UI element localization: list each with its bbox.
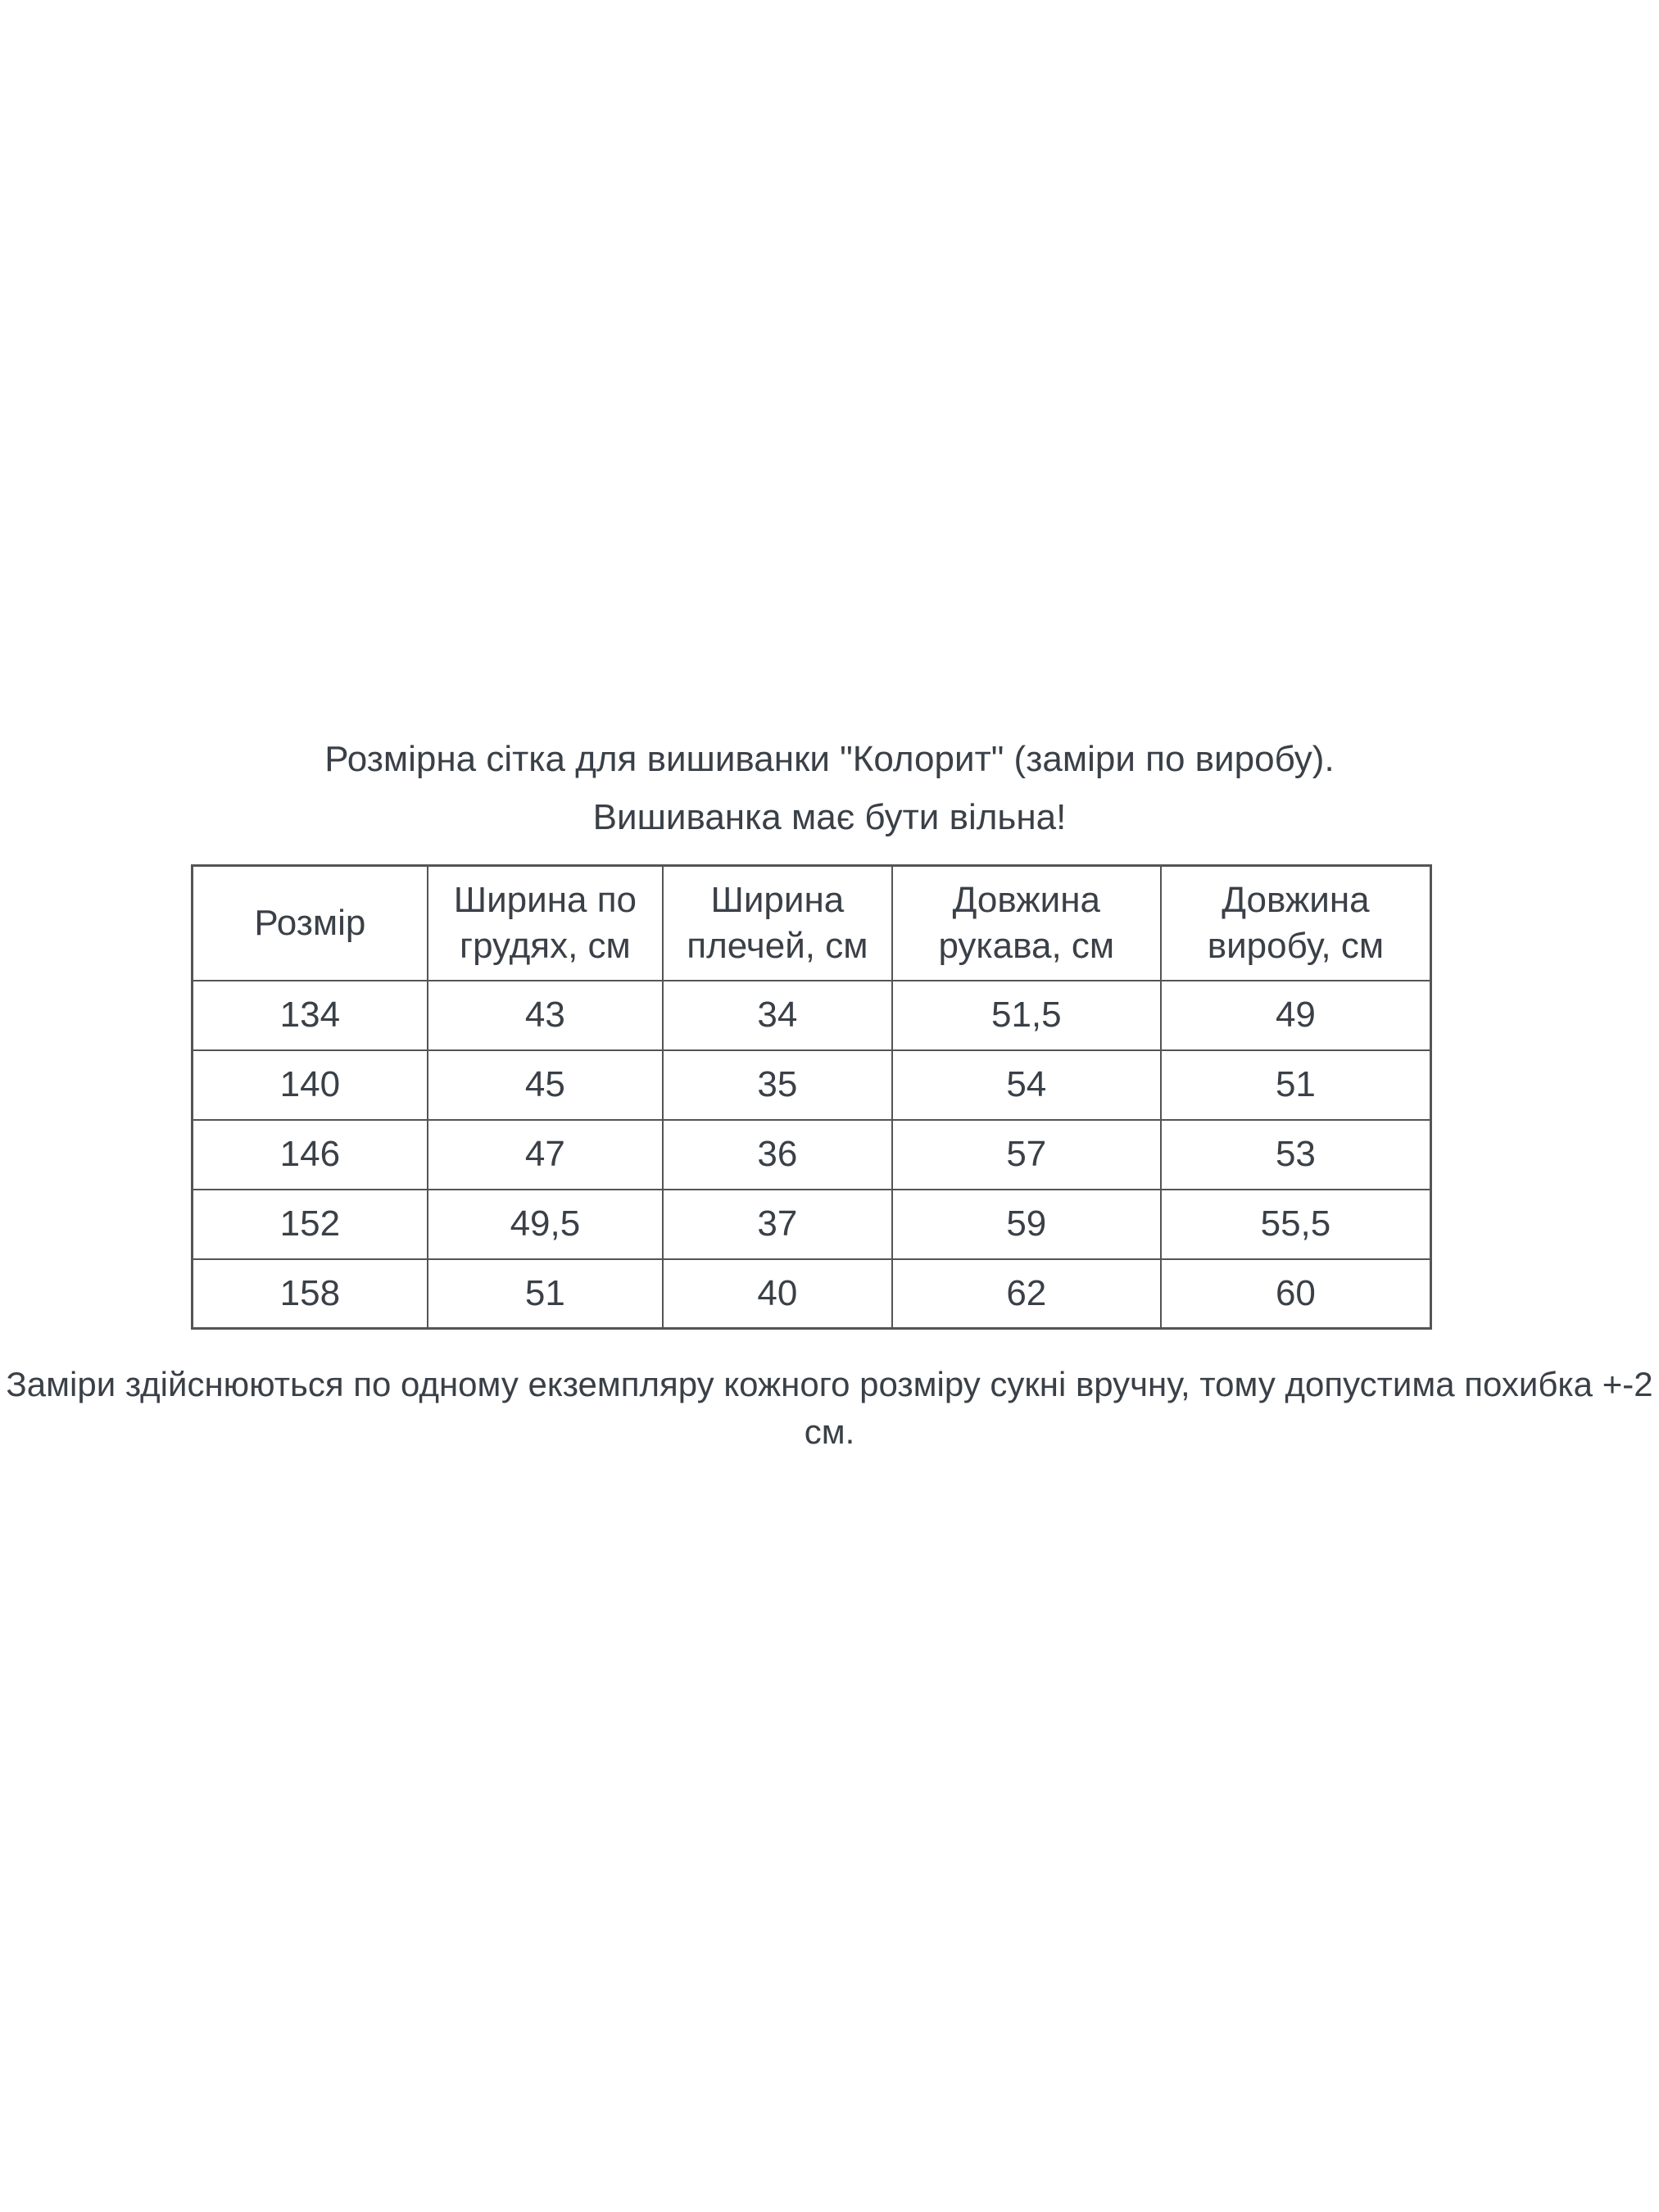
table-cell: 146 (193, 1120, 428, 1190)
col-header-chest-width: Ширина по грудях, см (428, 866, 663, 981)
table-cell: 62 (892, 1259, 1161, 1329)
table-cell: 36 (663, 1120, 892, 1190)
table-cell: 35 (663, 1050, 892, 1120)
table-cell: 47 (428, 1120, 663, 1190)
table-cell: 40 (663, 1259, 892, 1329)
footer-note-line: Заміри здійснюються по одному екземпляру кожного розміру сукні вручну, тому допустима похибка +-2 (6, 1365, 1653, 1404)
col-header-sleeve-length: Довжина рукава, см (892, 866, 1161, 981)
table-cell: 34 (663, 981, 892, 1050)
table-cell: 55,5 (1161, 1190, 1431, 1259)
col-header-size: Розмір (193, 866, 428, 981)
table-cell: 53 (1161, 1120, 1431, 1190)
size-row-158 (193, 1259, 1431, 1329)
table-cell: 43 (428, 981, 663, 1050)
col-header-shoulder-width: Ширина плечей, см (663, 866, 892, 981)
table-cell: 158 (193, 1259, 428, 1329)
size-row-152 (193, 1190, 1431, 1259)
table-cell: 57 (892, 1120, 1161, 1190)
footer-note (0, 1361, 1659, 1456)
size-row-140 (193, 1050, 1431, 1120)
size-row-134 (193, 981, 1431, 1050)
table-cell: 51 (428, 1259, 663, 1329)
footer-note-line: см. (804, 1412, 855, 1452)
table-cell: 54 (892, 1050, 1161, 1120)
table-cell: 59 (892, 1190, 1161, 1259)
table-cell: 49,5 (428, 1190, 663, 1259)
size-row-146 (193, 1120, 1431, 1190)
table-cell: 152 (193, 1190, 428, 1259)
size-chart-table (191, 864, 1432, 1330)
col-header-product-length: Довжина виробу, см (1161, 866, 1431, 981)
table-cell: 51 (1161, 1050, 1431, 1120)
header-row (193, 866, 1431, 981)
table-cell: 140 (193, 1050, 428, 1120)
table-cell: 134 (193, 981, 428, 1050)
table-cell: 37 (663, 1190, 892, 1259)
size-chart-title: Розмірна сітка для вишиванки "Колорит" (заміри по виробу). (324, 739, 1335, 779)
table-cell: 60 (1161, 1259, 1431, 1329)
size-chart-subtitle: Вишиванка має бути вільна! (592, 797, 1067, 838)
table-cell: 49 (1161, 981, 1431, 1050)
table-cell: 51,5 (892, 981, 1161, 1050)
table-cell: 45 (428, 1050, 663, 1120)
